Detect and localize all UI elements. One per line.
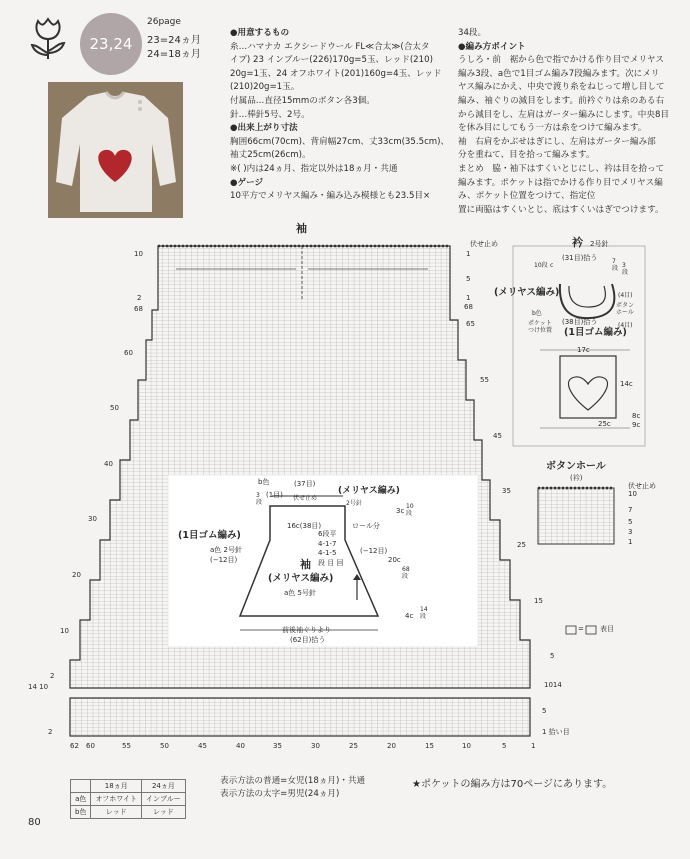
materials-line: 付属品…直径15mmのボタン各3個。 (230, 95, 375, 106)
sleeve-chart-title: 袖 (296, 222, 307, 235)
row-label: 35 (502, 487, 511, 495)
row-label: 40 (104, 460, 113, 468)
bind-off-label: 伏せ止め (470, 240, 498, 248)
color-table-cell: インブルー (142, 793, 186, 806)
needle-2-label: 2号針 (346, 500, 362, 507)
roll-label: ロール分 (352, 522, 380, 530)
row-label: 45 (493, 432, 502, 440)
notation-bold: 表示方法の太字=男児(24ヵ月) (220, 789, 340, 799)
color-table-cell: a色 (71, 793, 91, 806)
pickup-label: 1 拾い目 (542, 728, 570, 736)
buttonhole-title: ボタンホール (546, 461, 606, 472)
row-label: 10 (134, 250, 143, 258)
row-label: 68 (134, 305, 143, 313)
collar-rows-3: 3段 (622, 262, 629, 276)
points-title: ●編み方ポイント (458, 41, 526, 52)
decrease-rule: 6段平 4-1-7 4-1-5 段 目 回 (318, 530, 344, 567)
buttonhole-bind-off: 伏せ止め (628, 482, 656, 490)
pocket-width-25: 25c (598, 420, 611, 428)
gauge-title: ●ゲージ (230, 177, 264, 188)
row-label: 2 (48, 728, 53, 736)
row-label: 5 (542, 707, 547, 715)
inner-sleeve-title: 袖 (300, 558, 311, 571)
points-line: まとめ 脇・袖下はすくいとじにし、衿は目を拾って (458, 163, 665, 174)
color-table (70, 779, 186, 819)
points-line: うしろ・前 裾から色で指でかける作り目でメリヤス (458, 55, 664, 66)
inner-sleeve-stitch: (メリヤス編み) (268, 573, 334, 584)
collar-c: c (550, 262, 554, 269)
buttonhole-row: 10 (628, 490, 637, 498)
collar-title: 衿 (572, 236, 583, 249)
col-label: 45 (198, 742, 207, 750)
col-label: 25 (349, 742, 358, 750)
row-label: 2 (50, 672, 55, 680)
col-label: 30 (311, 742, 320, 750)
points-line: ヤス編みにかえ、中央で渡り糸をねじって増し目して (458, 82, 665, 93)
len-20c-label: 20c (388, 556, 401, 564)
pocket-stitch: (メリヤス編み) (494, 287, 560, 298)
col-label: 10 (462, 742, 471, 750)
len-4c-label: 4c (405, 612, 414, 620)
col-label: 1 (531, 742, 536, 750)
buttonhole-row: 5 (628, 518, 633, 526)
rib-color-label: a色 2号針 (210, 546, 242, 554)
row-label: 10 (60, 627, 69, 635)
color-table-header (71, 780, 91, 793)
materials-line: イプ) 23 インブルー(226)170g=5玉、レッド(210) (230, 55, 433, 66)
rib-minus-label: (−12目) (210, 556, 238, 564)
size-line-2: 24=18ヵ月 (147, 49, 201, 60)
row-label: 1 (466, 250, 471, 258)
symbol-legend-text: = (578, 625, 584, 633)
row-label: 1 (466, 294, 471, 302)
row-label: 50 (110, 404, 119, 412)
color-table-header: 24ヵ月 (142, 780, 186, 793)
collar-sts-4b: (4目) (618, 322, 633, 329)
col-label: 40 (236, 742, 245, 750)
bottom-sts-label: (62目)拾う (290, 636, 326, 644)
row-label: 65 (466, 320, 475, 328)
collar-rib: (1目ゴム編み) (564, 327, 627, 338)
row-label: 5 (550, 652, 555, 660)
row-label: 14 10 (28, 683, 49, 691)
points-line: 分を重ねて、目を拾って編みます。 (458, 150, 595, 161)
pocket-color: b色 (532, 310, 542, 317)
materials-line: 針…棒針5号、2号。 (230, 109, 310, 120)
points-line: 34段。 (458, 28, 487, 38)
collar-rows-7: 7段 (612, 258, 619, 272)
buttonhole-row: 1 (628, 538, 633, 546)
color-table-cell: オフホワイト (91, 793, 142, 806)
buttonhole-row: 3 (628, 528, 633, 536)
col-label: 60 (86, 742, 95, 750)
len-14-label: 14段 (420, 606, 428, 620)
gauge-line: 10平方でメリヤス編み・編み込み模様とも23.5目× (230, 191, 431, 202)
col-label: 15 (425, 742, 434, 750)
points-line: 袖 右肩をかぶせはぎにし、左肩はガーター編み部 (458, 136, 656, 147)
collar-needle: 2号針 (590, 240, 609, 248)
row-label: 30 (88, 515, 97, 523)
col-label: 20 (387, 742, 396, 750)
finished-size-title: ●出来上がり寸法 (230, 123, 298, 134)
pocket-width-17: 17c (577, 346, 590, 354)
points-line: 編みます。ポケットは指でかける作り目でメリヤス編 (458, 177, 663, 188)
materials-line: (210)20g=1玉。 (230, 82, 300, 93)
points-line: 置に両脇はすくいとじ、底はすくいはぎでつけます。 (458, 204, 664, 215)
row-label: 25 (517, 541, 526, 549)
row-label: 2 (137, 294, 142, 302)
model-number-badge: 23,24 (80, 13, 142, 75)
pocket-reference: ★ポケットの編み方は70ページにあります。 (412, 779, 613, 790)
points-line: 編み3段、a色で1目ゴム編み7段編みます。次にメリ (458, 68, 660, 79)
row-label: 1014 (544, 681, 562, 689)
points-line: から減目をし、左肩はガーター編みにします。中央8目 (458, 109, 670, 120)
row-label: 55 (480, 376, 489, 384)
b-color-label: b色 (258, 478, 270, 486)
sts-38-label: 16c(38目) (287, 522, 322, 530)
symbol-legend-knit: 表目 (600, 625, 614, 633)
materials-line: 糸…ハマナカ エクシードウール FL≪合太≫(合太タ (230, 41, 430, 52)
pocket-position: ポケット つけ位置 (528, 320, 553, 334)
col-label: 5 (502, 742, 507, 750)
minus-12-label: (−12目) (360, 547, 388, 555)
color-table-header: 18ヵ月 (91, 780, 142, 793)
materials-title: ●用意するもの (230, 28, 290, 38)
pocket-height-8: 8c (632, 412, 641, 420)
bind-off-inner: 伏せ止め (293, 495, 318, 502)
buttonhole-row: 7 (628, 506, 633, 514)
button-hole-label: ボタンホール (616, 302, 635, 316)
len-68-label: 68段 (402, 566, 410, 580)
points-line: み、ポケット位置をつけて、指定位 (458, 191, 596, 202)
bottom-pickup-label: 前後袖ぐりより (282, 626, 331, 634)
color-table-cell: b色 (71, 806, 91, 819)
materials-line: 20g=1玉、24 オフホワイト(201)160g=4玉、レッド (230, 68, 442, 79)
points-line: 編み、袖ぐりの減目をします。前衿ぐりは糸のある右 (458, 95, 665, 106)
color-table-cell: レッド (91, 806, 142, 819)
col-label: 35 (273, 742, 282, 750)
side-3c-label: 3c (396, 507, 405, 515)
inner-sleeve-color: a色 5号針 (284, 589, 316, 597)
col-label: 55 (122, 742, 131, 750)
collar-rows-10: 10段 (534, 262, 548, 269)
page-reference: 26page (147, 17, 181, 27)
buttonhole-subtitle: (衿) (570, 474, 583, 482)
three-rows-label: 3段 (256, 492, 263, 506)
collar-sts-38: (38目)拾う (562, 318, 598, 326)
finished-size-line: ※( )内は24ヵ月、指定以外は18ヵ月・共通 (230, 163, 398, 174)
page-number: 80 (28, 817, 41, 828)
pocket-height-14: 14c (620, 380, 633, 388)
size-line-1: 23=24ヵ月 (147, 35, 201, 46)
notation-normal: 表示方法の普通=女児(18ヵ月)・共通 (220, 776, 366, 786)
row-label: 15 (534, 597, 543, 605)
collar-sts-4a: (4目) (618, 292, 633, 299)
sts-37-label: (37目) (294, 480, 316, 488)
row-label: 60 (124, 349, 133, 357)
points-line: を休み目にしてもう一方は糸をつけて編みます。 (458, 123, 647, 134)
collar-sts-31: (31目)拾う (562, 254, 598, 262)
ribbing-label: (1目ゴム編み) (178, 530, 241, 541)
side-10-label: 10段 (406, 503, 414, 517)
stockinette-label: (メリヤス編み) (338, 486, 400, 496)
row-label: 20 (72, 571, 81, 579)
finished-size-line: 胸囲66cm(70cm)、背肩幅27cm、丈33cm(35.5cm)、 (230, 136, 450, 147)
color-table-cell: レッド (142, 806, 186, 819)
pocket-height-9: 9c (632, 421, 641, 429)
row-label: 68 (464, 303, 473, 311)
col-label: 62 (70, 742, 79, 750)
col-label: 50 (160, 742, 169, 750)
one-st-label: (1目) (266, 491, 283, 499)
row-label: 5 (466, 275, 471, 283)
finished-size-line: 袖丈25cm(26cm)。 (230, 150, 311, 161)
